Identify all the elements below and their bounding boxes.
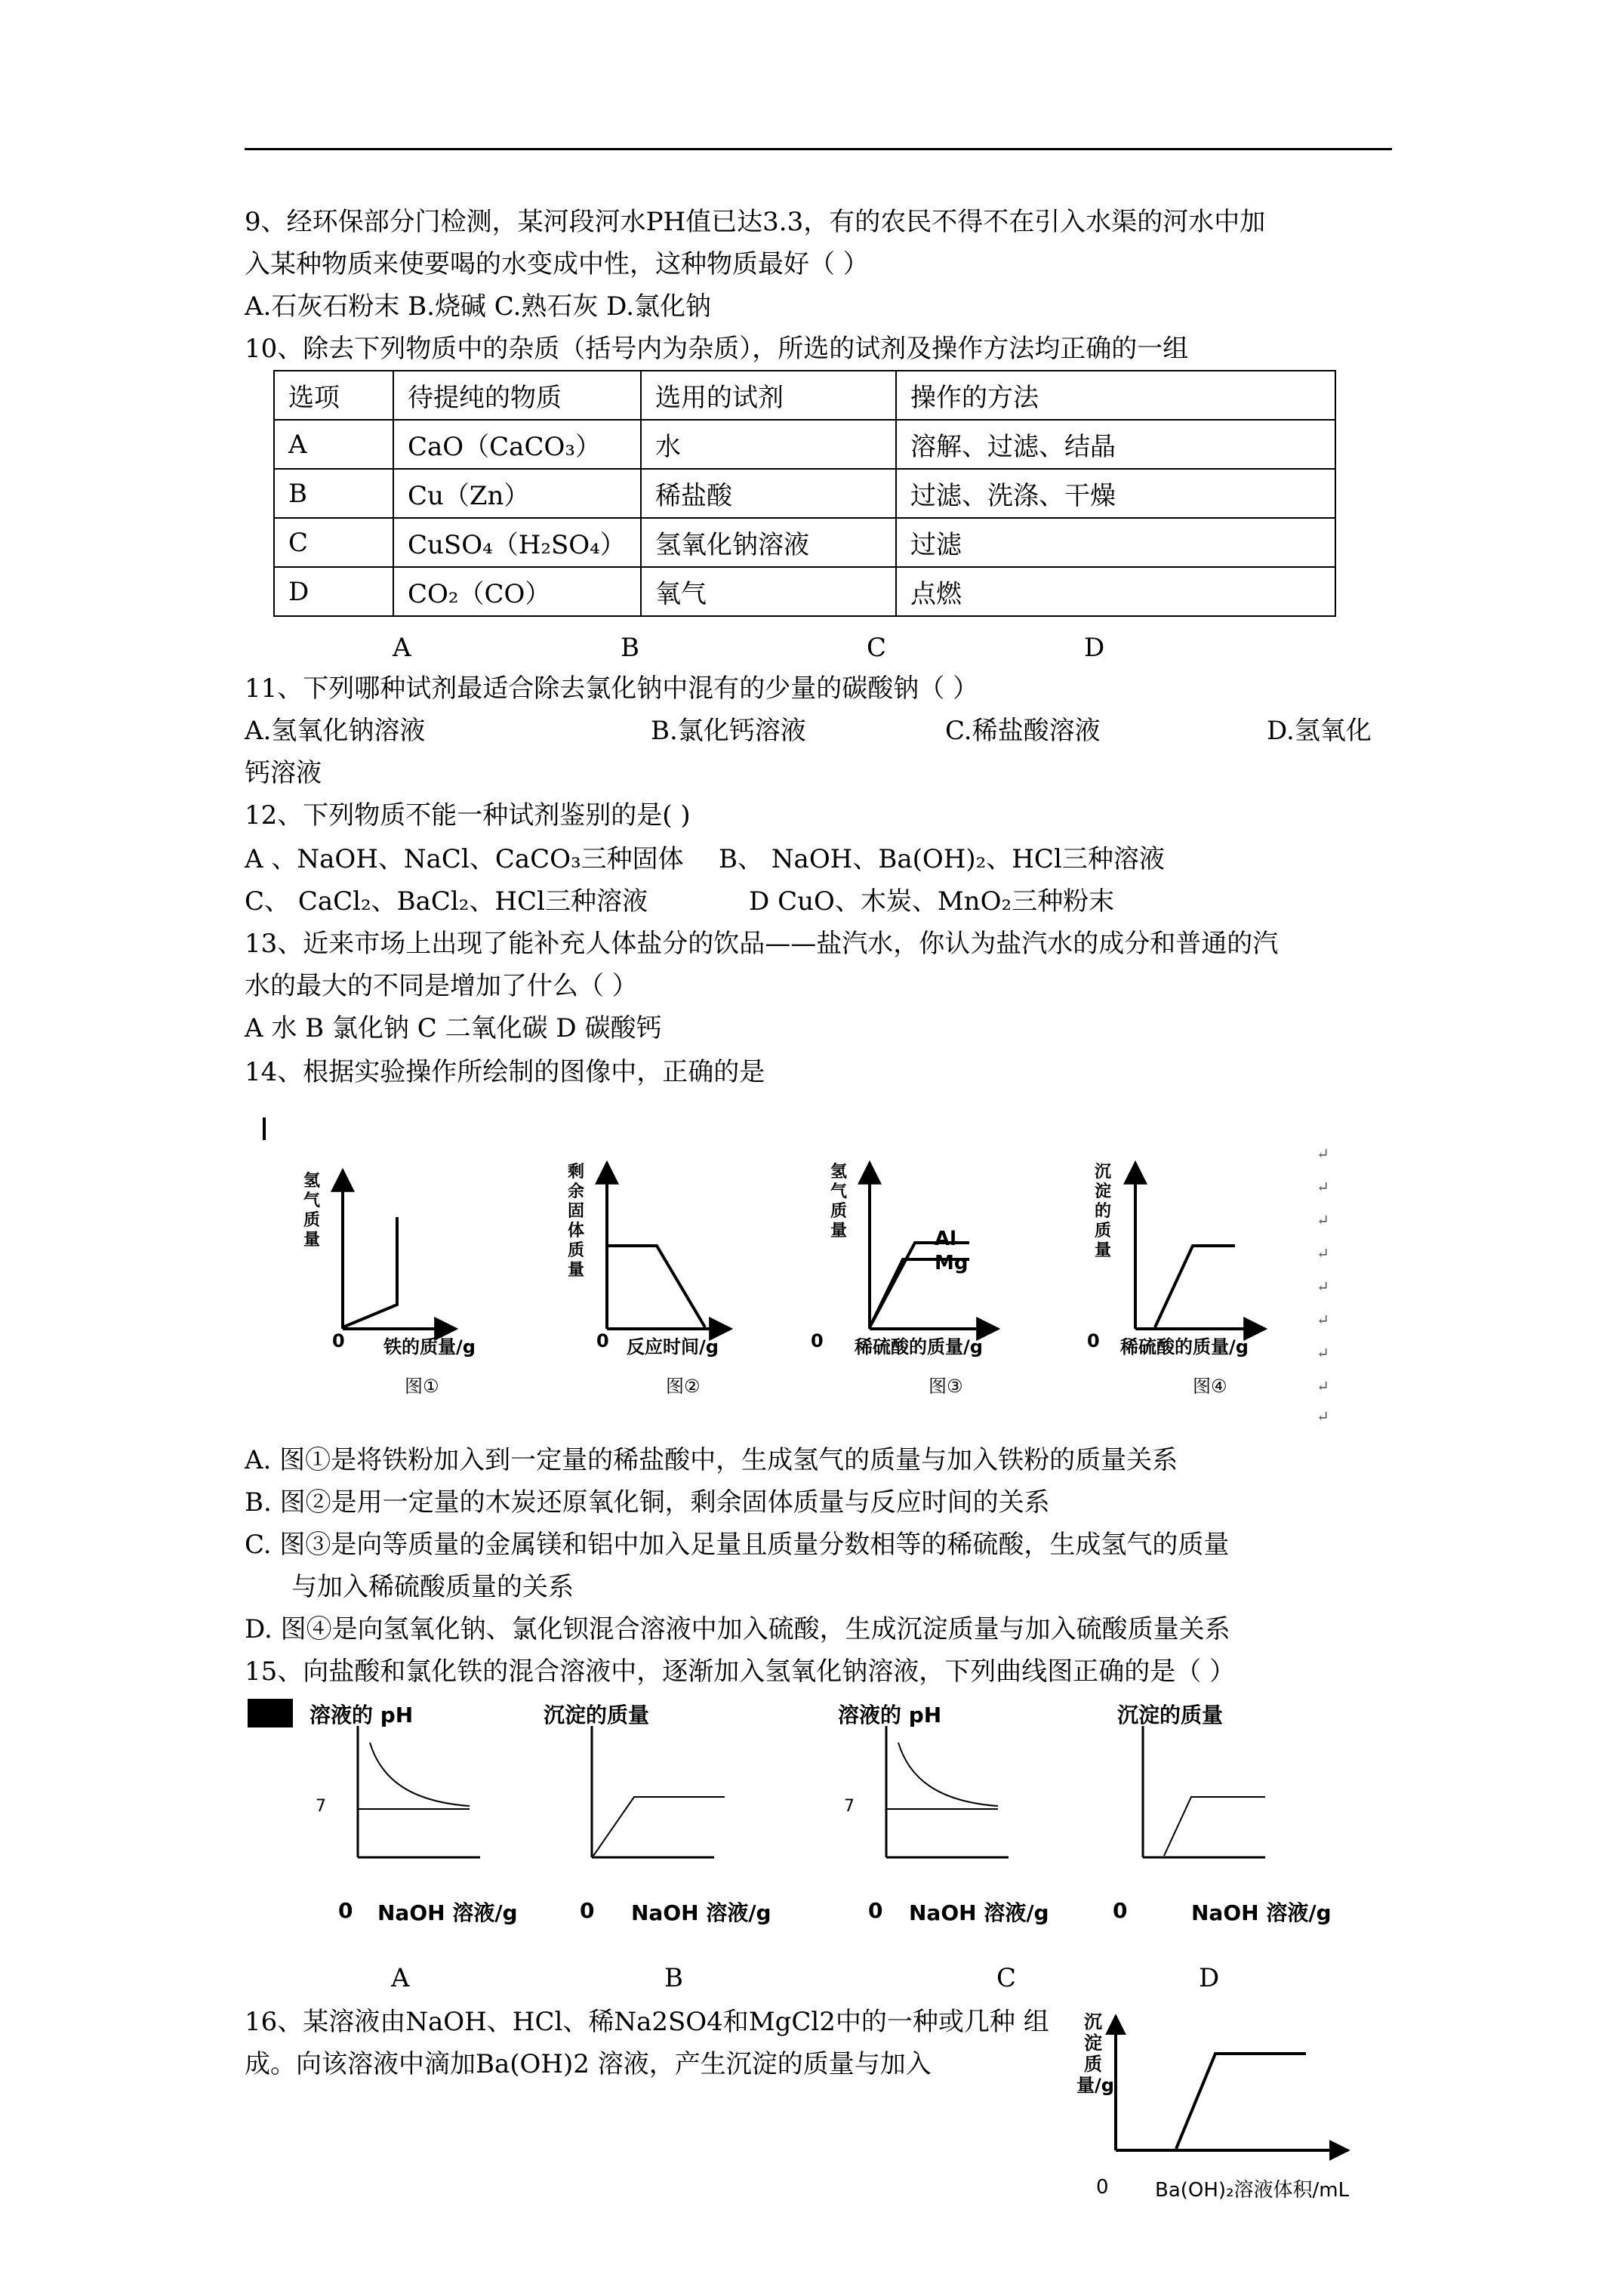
return-mark-icon: ↵ bbox=[1317, 1377, 1329, 1395]
q15-b-ylabel: 沉淀的质量 bbox=[544, 1703, 650, 1727]
q16-line2: 成。向该溶液中滴加Ba(OH)2 溶液，产生沉淀的质量与加入 bbox=[245, 2049, 932, 2079]
q12-option-c: C、 CaCl₂、BaCl₂、HCl三种溶液 bbox=[245, 886, 648, 917]
q14-g2-ylabel: 剩余固体质量 bbox=[567, 1163, 584, 1280]
q14-series-mg: Mg bbox=[935, 1252, 969, 1274]
q14-g4-xlabel: 稀硫酸的质量/g bbox=[1120, 1336, 1249, 1358]
table-cell: B bbox=[274, 469, 393, 518]
q14-option-c1: C. 图③是向等质量的金属镁和铝中加入足量且质量分数相等的稀硫酸，生成氢气的质量 bbox=[245, 1530, 1230, 1560]
q14-g3-ylabel: 氢气质量 bbox=[830, 1163, 847, 1240]
q14-stem: 14、根据实验操作所绘制的图像中，正确的是 bbox=[245, 1057, 765, 1087]
q11-option-c: C.稀盐酸溶液 bbox=[945, 716, 1101, 746]
q16-line1: 16、某溶液由NaOH、HCl、稀Na2SO4和MgCl2中的一种或几种 组 bbox=[245, 2007, 1049, 2037]
table-row bbox=[274, 420, 1335, 469]
return-mark-icon: ↵ bbox=[1317, 1344, 1329, 1362]
table-cell: 氧气 bbox=[641, 567, 896, 616]
q11-option-b: B.氯化钙溶液 bbox=[651, 716, 806, 746]
return-mark-icon: ↵ bbox=[1317, 1407, 1329, 1425]
header-rule bbox=[245, 148, 1392, 150]
q11-stem: 11、下列哪种试剂最适合除去氯化钠中混有的少量的碳酸钠（ ） bbox=[245, 673, 979, 704]
table-cell: A bbox=[274, 420, 393, 469]
q12-option-d: D CuO、木炭、MnO₂三种粉末 bbox=[749, 886, 1115, 917]
table-cell: C bbox=[274, 518, 393, 567]
q15-graph-c bbox=[886, 1726, 1009, 1857]
table-cell: 溶解、过滤、结晶 bbox=[896, 420, 1335, 469]
black-block bbox=[248, 1699, 293, 1727]
precipitate-line bbox=[593, 1797, 725, 1856]
q11-option-a: A.氢氧化钠溶液 bbox=[245, 716, 426, 746]
graph-2-line bbox=[607, 1246, 705, 1327]
table-cell: 稀盐酸 bbox=[641, 469, 896, 518]
q14-g4-caption: 图④ bbox=[1193, 1376, 1227, 1397]
q15-graph-a bbox=[358, 1726, 480, 1857]
q15-c-ylabel: 溶液的 pH bbox=[838, 1703, 942, 1727]
q10-table bbox=[273, 370, 1336, 617]
q14-figure bbox=[287, 1133, 1344, 1435]
table-cell: D bbox=[274, 567, 393, 616]
q15-graph-d bbox=[1143, 1726, 1265, 1857]
q10-answer-c: C bbox=[867, 633, 887, 663]
q15-a-tick7: 7 bbox=[316, 1797, 326, 1816]
q11-wrap: 钙溶液 bbox=[245, 758, 322, 788]
table-cell: 点燃 bbox=[896, 567, 1335, 616]
q14-g1-caption: 图① bbox=[405, 1376, 439, 1397]
q9-line1: 9、经环保部分门检测，某河段河水PH值已达3.3，有的农民不得不在引入水渠的河水中加 bbox=[245, 207, 1266, 237]
table-cell: 氢氧化钠溶液 bbox=[641, 518, 896, 567]
table-header: 待提纯的物质 bbox=[393, 371, 641, 420]
q16-xlabel: Ba(OH)₂溶液体积/mL bbox=[1155, 2179, 1350, 2202]
cursor-mark bbox=[263, 1117, 266, 1140]
return-mark-icon: ↵ bbox=[1317, 1211, 1329, 1229]
q13-line2: 水的最大的不同是增加了什么（ ） bbox=[245, 971, 638, 1001]
q16-line bbox=[1176, 2054, 1306, 2149]
q14-g4-origin: 0 bbox=[1087, 1330, 1100, 1351]
q15-a-xlabel: NaOH 溶液/g bbox=[377, 1900, 518, 1925]
q14-option-c2: 与加入稀硫酸质量的关系 bbox=[291, 1572, 574, 1602]
q14-graph-3 bbox=[870, 1163, 998, 1329]
q15-c-origin: 0 bbox=[868, 1898, 883, 1923]
q15-answer-b: B bbox=[664, 1963, 683, 1993]
precipitate-line bbox=[1164, 1797, 1265, 1856]
q15-graph-b bbox=[592, 1726, 725, 1857]
q15-d-ylabel: 沉淀的质量 bbox=[1117, 1703, 1224, 1727]
graph-4-line bbox=[1155, 1246, 1235, 1327]
q15-d-origin: 0 bbox=[1113, 1898, 1128, 1923]
table-row bbox=[274, 567, 1335, 616]
q14-graph-1 bbox=[343, 1170, 456, 1329]
q15-answer-c: C bbox=[996, 1963, 1017, 1993]
q13-line1: 13、近来市场上出现了能补充人体盐分的饮品——盐汽水，你认为盐汽水的成分和普通的汽 bbox=[245, 929, 1279, 959]
q14-g1-origin: 0 bbox=[332, 1330, 345, 1351]
table-cell: CaO（CaCO₃） bbox=[393, 420, 641, 469]
q14-g2-xlabel: 反应时间/g bbox=[627, 1336, 719, 1358]
q16-ylabel: 沉淀质量/g bbox=[1076, 2011, 1114, 2096]
q14-graph-4 bbox=[1135, 1163, 1265, 1329]
return-mark-icon: ↵ bbox=[1317, 1277, 1329, 1296]
q15-answer-a: A bbox=[391, 1963, 410, 1993]
q12-option-b: B、 NaOH、Ba(OH)₂、HCl三种溶液 bbox=[719, 844, 1165, 874]
return-mark-icon: ↵ bbox=[1317, 1244, 1329, 1262]
q14-g1-xlabel: 铁的质量/g bbox=[383, 1336, 476, 1358]
return-mark-icon: ↵ bbox=[1317, 1311, 1329, 1329]
table-row bbox=[274, 469, 1335, 518]
q15-b-xlabel: NaOH 溶液/g bbox=[631, 1900, 771, 1925]
q14-option-d: D. 图④是向氢氧化钠、氯化钡混合溶液中加入硫酸，生成沉淀质量与加入硫酸质量关系 bbox=[245, 1614, 1230, 1644]
q10-stem: 10、除去下列物质中的杂质（括号内为杂质），所选的试剂及操作方法均正确的一组 bbox=[245, 334, 1189, 364]
q14-series-al: Al bbox=[935, 1228, 957, 1250]
q14-g3-origin: 0 bbox=[811, 1330, 824, 1351]
q10-answer-b: B bbox=[621, 633, 639, 663]
q10-answer-d: D bbox=[1084, 633, 1105, 663]
table-cell: 过滤、洗涤、干燥 bbox=[896, 469, 1335, 518]
q15-d-xlabel: NaOH 溶液/g bbox=[1191, 1900, 1332, 1925]
q13-options: A 水 B 氯化钠 C 二氧化碳 D 碳酸钙 bbox=[245, 1013, 662, 1043]
table-header-row bbox=[274, 371, 1335, 420]
q15-c-xlabel: NaOH 溶液/g bbox=[909, 1900, 1049, 1925]
ph-curve bbox=[370, 1743, 470, 1806]
q14-option-b: B. 图②是用一定量的木炭还原氧化铜，剩余固体质量与反应时间的关系 bbox=[245, 1487, 1050, 1518]
q14-g3-caption: 图③ bbox=[929, 1376, 963, 1397]
q12-stem: 12、下列物质不能一种试剂鉴别的是( ) bbox=[245, 800, 691, 831]
q14-g2-caption: 图② bbox=[666, 1376, 701, 1397]
return-mark-icon: ↵ bbox=[1317, 1178, 1329, 1196]
q16-origin: 0 bbox=[1096, 2176, 1109, 2199]
table-header: 操作的方法 bbox=[896, 371, 1335, 420]
q15-a-origin: 0 bbox=[338, 1898, 353, 1923]
q14-option-a: A. 图①是将铁粉加入到一定量的稀盐酸中，生成氢气的质量与加入铁粉的质量关系 bbox=[245, 1445, 1178, 1475]
table-cell: CO₂（CO） bbox=[393, 567, 641, 616]
q14-g2-origin: 0 bbox=[596, 1330, 609, 1351]
table-cell: CuSO₄（H₂SO₄） bbox=[393, 518, 641, 567]
q9-line2: 入某种物质来使要喝的水变成中性，这种物质最好（ ） bbox=[245, 249, 869, 279]
q15-c-tick7: 7 bbox=[844, 1797, 855, 1816]
q14-g4-ylabel: 沉淀的质量 bbox=[1094, 1163, 1111, 1260]
q10-answer-a: A bbox=[393, 633, 411, 663]
table-cell: Cu（Zn） bbox=[393, 469, 641, 518]
table-row bbox=[274, 518, 1335, 567]
q14-g1-ylabel: 氢气质量 bbox=[303, 1172, 320, 1250]
table-cell: 过滤 bbox=[896, 518, 1335, 567]
q15-stem: 15、向盐酸和氯化铁的混合溶液中，逐渐加入氢氧化钠溶液，下列曲线图正确的是（ ） bbox=[245, 1657, 1236, 1687]
q11-option-d: D.氢氧化 bbox=[1267, 716, 1372, 746]
table-cell: 水 bbox=[641, 420, 896, 469]
return-mark-icon: ↵ bbox=[1317, 1145, 1329, 1163]
q14-graph-2 bbox=[607, 1163, 731, 1329]
q15-a-ylabel: 溶液的 pH bbox=[310, 1703, 414, 1727]
q14-g3-xlabel: 稀硫酸的质量/g bbox=[855, 1336, 983, 1358]
q9-options: A.石灰石粉末 B.烧碱 C.熟石灰 D.氯化钠 bbox=[245, 291, 712, 322]
q12-option-a: A 、NaOH、NaCl、CaCO₃三种固体 bbox=[245, 844, 684, 874]
table-header: 选项 bbox=[274, 371, 393, 420]
q15-b-origin: 0 bbox=[580, 1898, 595, 1923]
ph-curve bbox=[898, 1743, 998, 1806]
graph-1-line bbox=[343, 1217, 397, 1327]
table-header: 选用的试剂 bbox=[641, 371, 896, 420]
q15-answer-d: D bbox=[1199, 1963, 1220, 1993]
